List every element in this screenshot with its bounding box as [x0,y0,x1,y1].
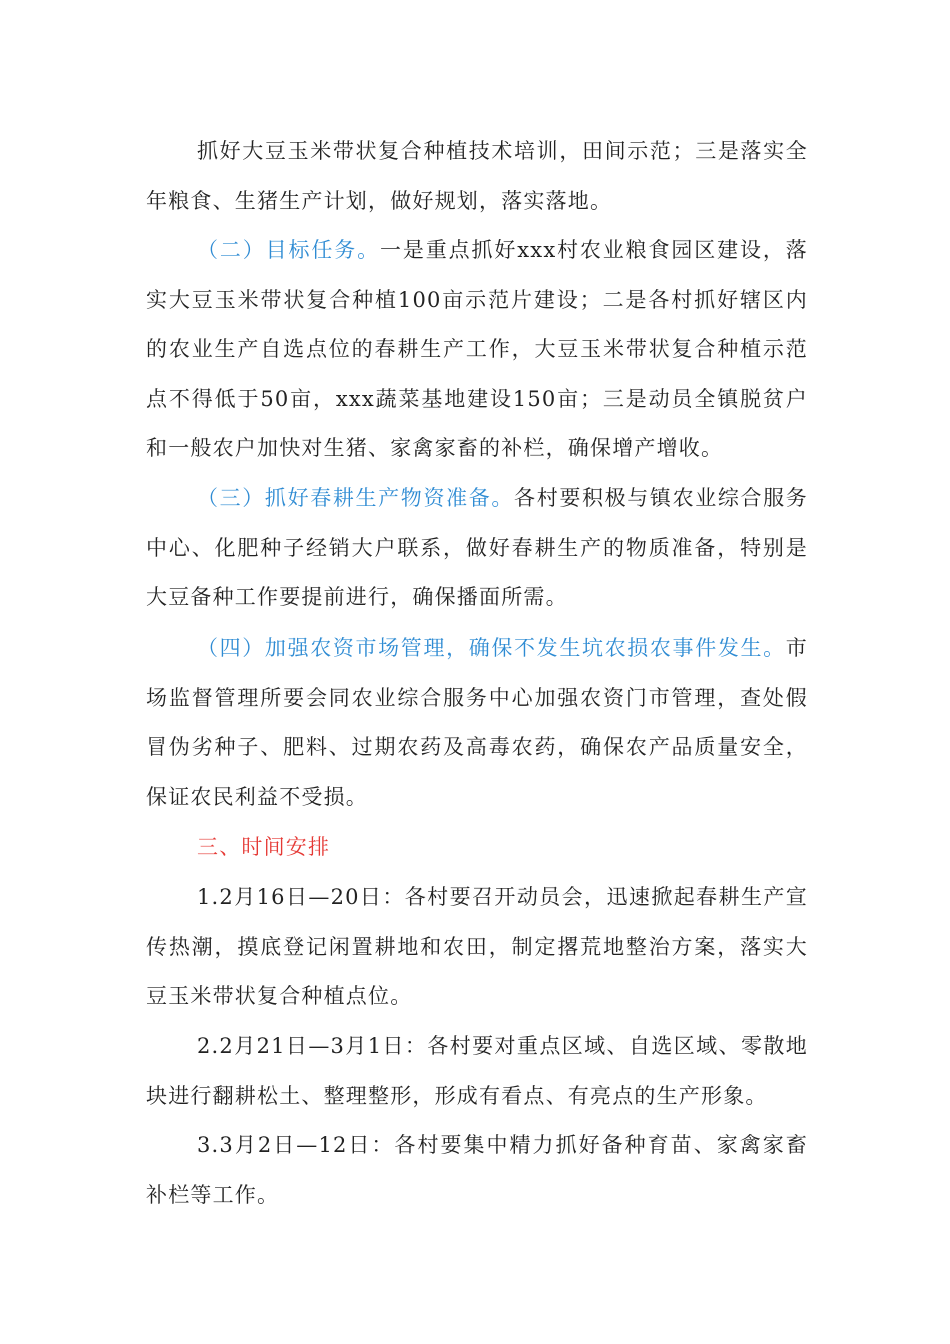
schedule-item-text: 1.2月16日—20日：各村要召开动员会，迅速掀起春耕生产宣传热潮，摸底登记闲置耕地和农田，制定撂荒地整治方案，落实大豆玉米带状复合种植点位。 [146,885,808,1009]
paragraph-text: 市场监督管理所要会同农业综合服务中心加强农资门市管理，查处假冒伪劣种子、肥料、过期农药及高毒农药，确保农产品质量安全，保证农民利益不受损。 [146,636,808,809]
schedule-item-2 [146,1022,808,1121]
schedule-item-text: 3.3月2日—12日：各村要集中精力抓好备种育苗、家禽家畜补栏等工作。 [146,1133,808,1207]
schedule-item-3 [146,1121,808,1220]
section-heading-schedule [146,823,808,873]
paragraph-text: 抓好大豆玉米带状复合种植技术培训，田间示范；三是落实全年粮食、生猪生产计划，做好规划，落实落地。 [146,139,808,213]
schedule-heading-text: 三、时间安排 [197,835,331,859]
schedule-item-1 [146,873,808,1022]
paragraph-target-tasks [146,226,808,474]
paragraph-text: 各村要积极与镇农业综合服务中心、化肥种子经销大户联系，做好春耕生产的物质准备，特别是大豆备种工作要提前进行，确保播面所需。 [146,486,808,610]
paragraph-training [146,127,808,226]
paragraph-materials [146,474,808,623]
paragraph-market-management [146,624,808,822]
schedule-item-text: 2.2月21日—3月1日：各村要对重点区域、自选区域、零散地块进行翻耕松土、整理整形，形成有看点、有亮点的生产形象。 [146,1034,808,1108]
paragraph-text: 一是重点抓好xxx村农业粮食园区建设，落实大豆玉米带状复合种植100亩示范片建设；二是各村抓好辖区内的农业生产自选点位的春耕生产工作，大豆玉米带状复合种植示范点不得低于50亩，xxx蔬菜基地建设150亩；三是动员全镇脱贫户和一般农户加快对生猪、家禽家畜的补栏，确保增产增收。 [146,238,808,461]
section-heading-materials: （三）抓好春耕生产物资准备。 [197,486,515,510]
section-heading-target-tasks: （二）目标任务。 [197,238,380,262]
section-heading-market-management: （四）加强农资市场管理，确保不发生坑农损农事件发生。 [197,636,786,660]
